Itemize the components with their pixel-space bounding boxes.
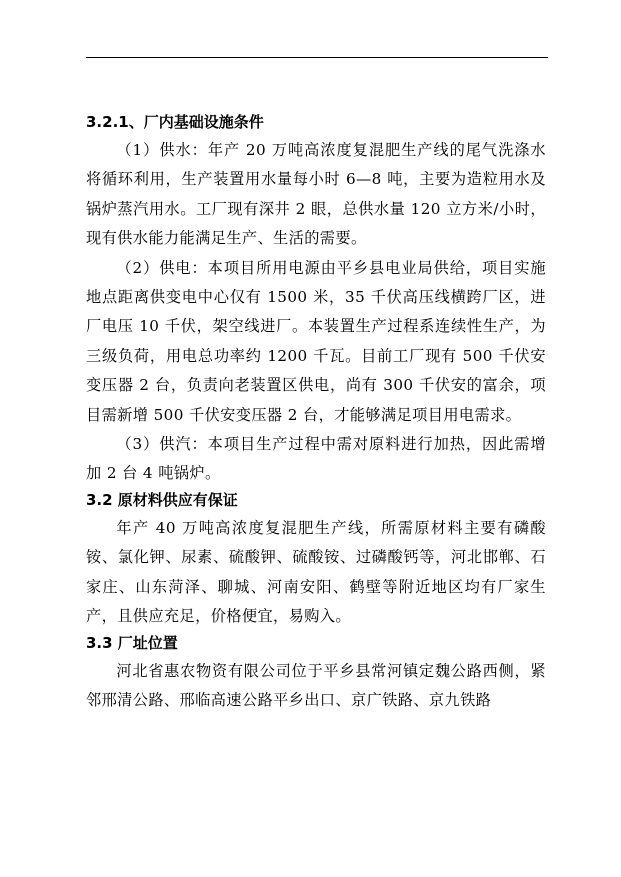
document-body: [86, 111, 546, 715]
paragraph-steam-supply: （3）供汽：本项目生产过程中需对原料进行加热，因此需增加 2 台 4 吨锅炉。: [86, 435, 546, 483]
paragraph-power-supply: （2）供电：本项目所用电源由平乡县电业局供给，项目实施地点距离供变电中心仅有 1500 米，35 千伏高压线横跨厂区，进厂电压 10 千伏，架空线进厂。本装置生产过程系连续性生产，为三级负荷，用电总功率约 1200 千瓦。目前工厂现有 500 千伏安变压器 2 台，负责向老装置区供电，尚有 300 千伏安的富余，项目需新增 500 千伏安变压器 2 台，才能够满足项目用电需求。: [86, 258, 546, 424]
paragraph-site-location: 河北省惠农物资有限公司位于平乡县常河镇定魏公路西侧，紧邻邢清公路、邢临高速公路平乡出口、京广铁路、京九铁路: [86, 661, 546, 709]
paragraph-raw-materials: 年产 40 万吨高浓度复混肥生产线，所需原材料主要有磷酸铵、氯化钾、尿素、硫酸钾、硫酸铵、过磷酸钙等，河北邯郸、石家庄、山东菏泽、聊城、河南安阳、鹤壁等附近地区均有厂家生产，且供应充足，价格便宜，易购入。: [86, 518, 546, 626]
section-heading-3-2-1: 3.2.1、厂内基础设施条件: [86, 113, 264, 131]
header-rule: [86, 57, 548, 58]
section-heading-3-3: 3.3 厂址位置: [86, 633, 178, 652]
paragraph-water-supply: （1）供水：年产 20 万吨高浓度复混肥生产线的尾气洗涤水将循环利用，生产装置用水量每小时 6—8 吨，主要为造粒用水及锅炉蒸汽用水。工厂现有深井 2 眼，总供水量 120 立方米/小时，现有供水能力能满足生产、生活的需要。: [86, 141, 546, 248]
section-heading-3-2: 3.2 原材料供应有保证: [86, 490, 238, 509]
